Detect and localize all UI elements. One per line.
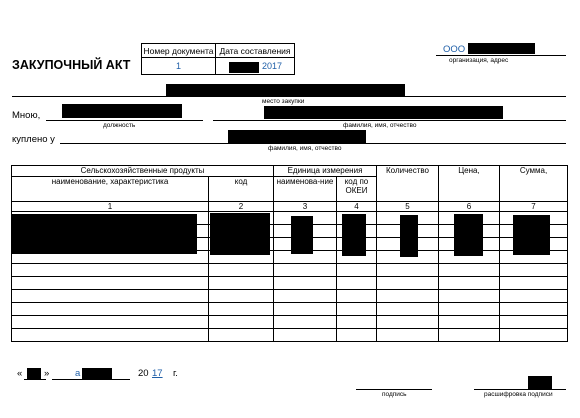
position-caption: должность (103, 122, 136, 129)
year-prefix: 20 (138, 368, 149, 379)
table-row (12, 316, 568, 329)
organization-prefix: ООО (443, 44, 466, 55)
table-row (12, 290, 568, 303)
doc-number-label: Номер документа (142, 44, 216, 58)
col-number: 5 (377, 202, 439, 212)
col-number: 1 (12, 202, 209, 212)
redacted-okei (342, 214, 366, 256)
seller-underline (60, 143, 566, 144)
year-unit: г. (173, 368, 178, 379)
fio-caption: фамилия, имя, отчество (343, 122, 417, 129)
col-number: 2 (209, 202, 274, 212)
redacted-purchase-place (166, 84, 405, 96)
table-row (12, 277, 568, 290)
col-number: 7 (500, 202, 568, 212)
col-sum-header: Сумма, (500, 166, 568, 202)
col-price-header: Цена, (439, 166, 500, 202)
redacted-decoding (528, 376, 552, 389)
col-okei-header: код по ОКЕИ (337, 177, 377, 202)
bought-from-label: куплено у (12, 134, 55, 145)
redacted-month (82, 368, 112, 379)
doc-date-label: Дата составления (216, 44, 295, 58)
date-quote-open: « (17, 368, 23, 379)
seller-caption: фамилия, имя, отчество (268, 145, 342, 152)
month-prefix: а (75, 368, 81, 379)
table-row (12, 303, 568, 316)
col-number: 6 (439, 202, 500, 212)
col-number: 3 (274, 202, 337, 212)
date-quote-close: » (44, 368, 50, 379)
redacted-product-name (12, 214, 197, 254)
signature-caption: подпись (382, 391, 407, 398)
col-qty-header: Количество (377, 166, 439, 202)
col-name-header: наименование, характеристика (12, 177, 209, 202)
col-unit-name-header: наименова-ние (274, 177, 337, 202)
group-unit-header: Единица измерения (274, 166, 377, 177)
redacted-day (27, 368, 41, 379)
purchase-place-underline (12, 96, 566, 97)
doc-header-table (141, 43, 295, 75)
doc-number-value: 1 (142, 58, 216, 75)
year-suffix: 17 (152, 368, 163, 379)
group-products-header: Сельскохозяйственные продукты (12, 166, 274, 177)
day-underline (24, 379, 46, 380)
redacted-fio (264, 106, 503, 119)
redacted-sum (513, 215, 550, 255)
redacted-qty (400, 215, 418, 257)
table-row (12, 329, 568, 342)
redacted-position (62, 104, 182, 118)
organization-underline (436, 55, 566, 56)
doc-date-year: 2017 (261, 61, 282, 71)
decoding-underline (474, 389, 566, 390)
organization-caption: организация, адрес (449, 57, 509, 64)
col-code-header: код (209, 177, 274, 202)
purchase-place-caption: место закупки (262, 98, 305, 105)
fio-underline (213, 120, 566, 121)
redacted-unit-name (291, 216, 313, 254)
me-label: Мною, (12, 110, 41, 121)
redacted-seller (228, 130, 366, 143)
position-underline (46, 120, 203, 121)
redacted-price (454, 214, 483, 256)
col-number: 4 (337, 202, 377, 212)
page-title: ЗАКУПОЧНЫЙ АКТ (12, 58, 131, 72)
table-row (12, 264, 568, 277)
month-underline (52, 379, 130, 380)
decoding-caption: расшифровка подписи (484, 391, 553, 398)
redacted-product-code (210, 213, 270, 255)
redacted-date (229, 62, 259, 73)
redacted-organization (468, 43, 535, 54)
signature-underline (356, 389, 432, 390)
